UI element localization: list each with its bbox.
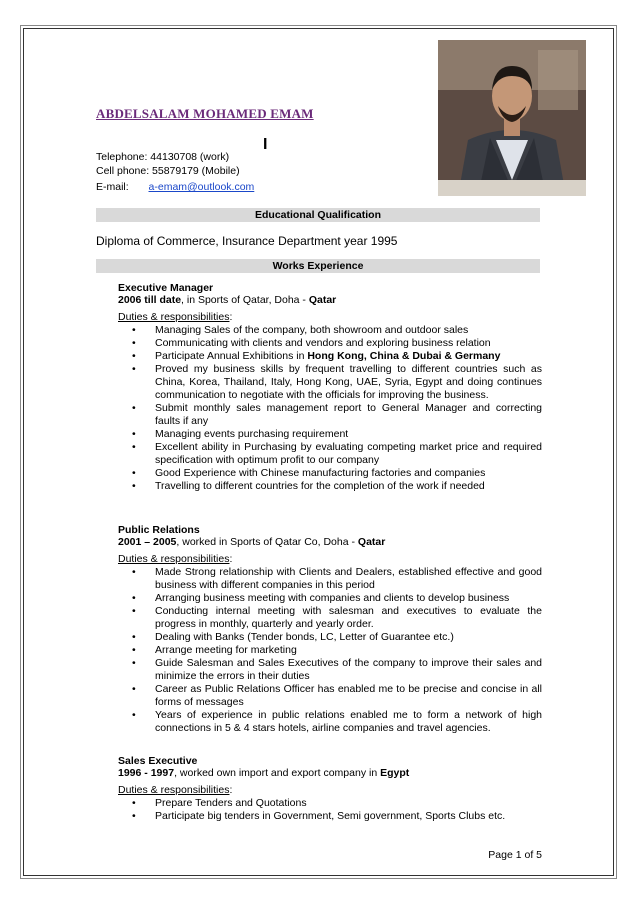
duties-heading (118, 311, 542, 324)
job-entry (96, 755, 542, 823)
list-item: • Participate big tenders in Government, Semi government, Sports Clubs etc. (118, 810, 542, 823)
list-item: • Communicating with clients and vendors and exploring business relation (118, 337, 542, 350)
duties-heading (118, 784, 542, 797)
job-entry (96, 282, 542, 493)
job-company: Egypt (380, 767, 410, 779)
list-item: • Prepare Tenders and Quotations (118, 797, 542, 810)
job-period (118, 536, 542, 549)
list-item-bold-text: Hong Kong, China & Dubai & Germany (307, 350, 501, 362)
list-item (118, 350, 542, 363)
list-item: • Submit monthly sales management report to General Manager and correcting faults if any (118, 402, 542, 428)
job-entry (96, 524, 542, 735)
list-item: • Dealing with Banks (Tender bonds, LC, Letter of Guarantee etc.) (118, 631, 542, 644)
list-item: • Proved my business skills by frequent travelling to different countries such as China, Korea, Thailand, Italy, Hong Kong, UAE, Syria, Egypt and doing continues communication to negotiate with the officials for improving the business. (118, 363, 542, 402)
duty-list (118, 324, 542, 493)
list-item: • Made Strong relationship with Clients and Dealers, established effective and good business with different companies in this period (118, 566, 542, 592)
wingding-bullet-icon (96, 524, 118, 536)
list-item: • Travelling to different countries for the completion of the work if needed (118, 480, 542, 493)
job-period (118, 294, 542, 307)
duty-list (118, 566, 542, 735)
job-company: Qatar (357, 536, 386, 548)
cell-phone-text: Cell phone: 55879179 (Mobile) (96, 165, 240, 177)
duties-colon: : (229, 784, 233, 796)
education-entry: Diploma of Commerce, Insurance Department year 1995 (96, 234, 398, 248)
list-item: • Arrange meeting for marketing (118, 644, 542, 657)
duty-list (118, 797, 542, 823)
job-title: Executive Manager (118, 282, 214, 294)
wingding-bullet-icon (96, 282, 118, 294)
duties-heading (118, 553, 542, 566)
job-years: 2006 till date (118, 294, 182, 306)
profile-photo-illustration (438, 40, 586, 196)
duties-colon: : (229, 311, 233, 323)
job-period-text: , worked own import and export company in (174, 767, 381, 779)
candidate-name: ABDELSALAM MOHAMED EMAM (96, 106, 314, 121)
profile-photo (438, 40, 586, 196)
job-period (118, 767, 542, 780)
duties-label: Duties & responsibilities (118, 784, 230, 796)
text-cursor: I (263, 136, 268, 153)
section-header-education: Educational Qualification (96, 208, 540, 222)
list-item: • Good Experience with Chinese manufacturing factories and companies (118, 467, 542, 480)
list-item: • Managing Sales of the company, both showroom and outdoor sales (118, 324, 542, 337)
job-title: Public Relations (118, 524, 200, 536)
list-item: • Arranging business meeting with companies and clients to develop business (118, 592, 542, 605)
email-label: E-mail: (96, 181, 129, 193)
job-title: Sales Executive (118, 755, 198, 767)
duties-label: Duties & responsibilities (118, 553, 230, 565)
list-item: • Career as Public Relations Officer has enabled me to be precise and concise in all forms of messages (118, 683, 542, 709)
duties-label: Duties & responsibilities (118, 311, 230, 323)
list-item: • Excellent ability in Purchasing by evaluating competing market price and required specification with optimum profit to our company (118, 441, 542, 467)
job-years: 2001 – 2005 (118, 536, 177, 548)
list-item: • Years of experience in public relations enabled me to form a network of high connections in 5 & 4 stars hotels, airline companies and travel agencies. (118, 709, 542, 735)
job-years: 1996 - 1997 (118, 767, 175, 779)
page-number: Page 1 of 5 (488, 849, 542, 861)
job-period-text: , worked in Sports of Qatar Co, Doha - (176, 536, 358, 548)
duties-colon: : (229, 553, 233, 565)
list-item: • Managing events purchasing requirement (118, 428, 542, 441)
email-link[interactable]: a-emam@outlook.com (148, 181, 255, 193)
wingding-bullet-icon (96, 755, 118, 767)
list-item: • Conducting internal meeting with salesman and executives to evaluate the progress in monthly, quarterly and yearly order. (118, 605, 542, 631)
job-period-text: , in Sports of Qatar, Doha - (181, 294, 309, 306)
list-item-text: Participate Annual Exhibitions in (155, 350, 308, 362)
section-header-works: Works Experience (96, 259, 540, 273)
telephone-text: Telephone: 44130708 (work) (96, 151, 230, 163)
email-row (96, 181, 254, 193)
job-company: Qatar (308, 294, 337, 306)
list-item: • Guide Salesman and Sales Executives of the company to improve their sales and minimize the errors in their duties (118, 657, 542, 683)
